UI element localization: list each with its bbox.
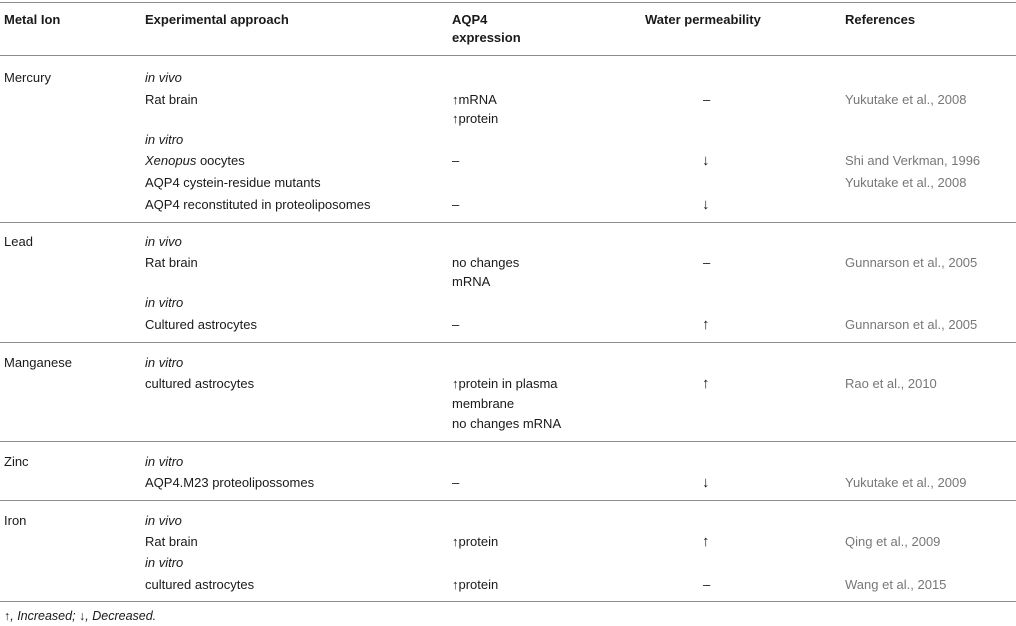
row-divider-manganese xyxy=(0,441,1016,442)
manganese-aqp4-line1: ↑protein in plasma xyxy=(452,376,558,391)
iron-rat-brain: Rat brain xyxy=(145,534,198,549)
mercury-water-xenopus: ↓ xyxy=(702,152,710,169)
row-divider-zinc xyxy=(0,500,1016,501)
xenopus-rest: oocytes xyxy=(196,153,245,168)
table-top-border xyxy=(0,2,1016,3)
mercury-xenopus-oocytes xyxy=(145,153,245,169)
mercury-reconstituted: AQP4 reconstituted in proteoliposomes xyxy=(145,197,371,212)
metal-ion-iron: Iron xyxy=(4,513,27,528)
zinc-proteolipossomes: AQP4.M23 proteolipossomes xyxy=(145,475,315,490)
lead-in-vivo-label: in vivo xyxy=(145,234,182,249)
iron-aqp4-rat: ↑protein xyxy=(452,534,499,549)
mercury-rat-brain: Rat brain xyxy=(145,92,198,107)
manganese-aqp4-line2: membrane xyxy=(452,396,515,411)
header-divider xyxy=(0,55,1016,56)
iron-in-vitro-label: in vitro xyxy=(145,555,184,570)
zinc-in-vitro-label: in vitro xyxy=(145,454,184,469)
iron-water-rat: ↑ xyxy=(702,533,710,550)
zinc-ref: Yukutake et al., 2009 xyxy=(845,475,967,490)
row-divider-lead xyxy=(0,342,1016,343)
table-footnote: ↑, Increased; ↓, Decreased. xyxy=(4,609,157,623)
mercury-cysteine-mutants: AQP4 cystein-residue mutants xyxy=(145,175,321,190)
mercury-ref-xenopus: Shi and Verkman, 1996 xyxy=(845,153,981,168)
row-divider-mercury xyxy=(0,222,1016,223)
lead-aqp4-line2: mRNA xyxy=(452,274,491,289)
iron-aqp4-cultured: ↑protein xyxy=(452,577,499,592)
iron-water-cultured: – xyxy=(703,577,711,592)
mercury-in-vitro-label: in vitro xyxy=(145,132,184,147)
mercury-aqp4-xenopus: – xyxy=(452,153,460,168)
header-references: References xyxy=(845,12,916,27)
metal-ion-mercury: Mercury xyxy=(4,70,51,85)
lead-cultured-astrocytes: Cultured astrocytes xyxy=(145,317,257,332)
manganese-in-vitro-label: in vitro xyxy=(145,355,184,370)
zinc-aqp4: – xyxy=(452,475,460,490)
lead-ref-cultured: Gunnarson et al., 2005 xyxy=(845,317,978,332)
iron-cultured-astrocytes: cultured astrocytes xyxy=(145,577,255,592)
mercury-aqp4-protein: ↑protein xyxy=(452,111,499,126)
lead-rat-brain: Rat brain xyxy=(145,255,198,270)
lead-in-vitro-label: in vitro xyxy=(145,295,184,310)
header-aqp4-expression-line2: expression xyxy=(452,30,521,45)
mercury-in-vivo-label: in vivo xyxy=(145,70,182,85)
iron-ref-cultured: Wang et al., 2015 xyxy=(845,577,947,592)
manganese-cultured-astrocytes: cultured astrocytes xyxy=(145,376,255,391)
mercury-ref-mutants: Yukutake et al., 2008 xyxy=(845,175,967,190)
table-bottom-border xyxy=(0,601,1016,602)
mercury-water-rat: – xyxy=(703,92,711,107)
mercury-aqp4-reconstituted: – xyxy=(452,197,460,212)
xenopus-italic: Xenopus xyxy=(145,153,197,168)
header-metal-ion: Metal Ion xyxy=(4,12,61,27)
mercury-water-reconstituted: ↓ xyxy=(702,196,710,213)
mercury-aqp4-mrna: ↑mRNA xyxy=(452,92,497,107)
header-experimental-approach: Experimental approach xyxy=(145,12,289,27)
lead-ref-rat: Gunnarson et al., 2005 xyxy=(845,255,978,270)
metal-ion-zinc: Zinc xyxy=(4,454,29,469)
manganese-water: ↑ xyxy=(702,375,710,392)
zinc-water: ↓ xyxy=(702,474,710,491)
metal-ion-lead: Lead xyxy=(4,234,33,249)
lead-aqp4-line1: no changes xyxy=(452,255,520,270)
mercury-ref-rat: Yukutake et al., 2008 xyxy=(845,92,967,107)
lead-water-cultured: ↑ xyxy=(702,316,710,333)
metal-ion-manganese: Manganese xyxy=(4,355,72,370)
iron-ref-rat: Qing et al., 2009 xyxy=(845,534,941,549)
manganese-aqp4-line3: no changes mRNA xyxy=(452,416,562,431)
manganese-ref: Rao et al., 2010 xyxy=(845,376,937,391)
iron-in-vivo-label: in vivo xyxy=(145,513,182,528)
lead-aqp4-cultured: – xyxy=(452,317,460,332)
header-aqp4-expression-line1: AQP4 xyxy=(452,12,488,27)
header-water-permeability: Water permeability xyxy=(645,12,761,27)
lead-water-rat: – xyxy=(703,255,711,270)
